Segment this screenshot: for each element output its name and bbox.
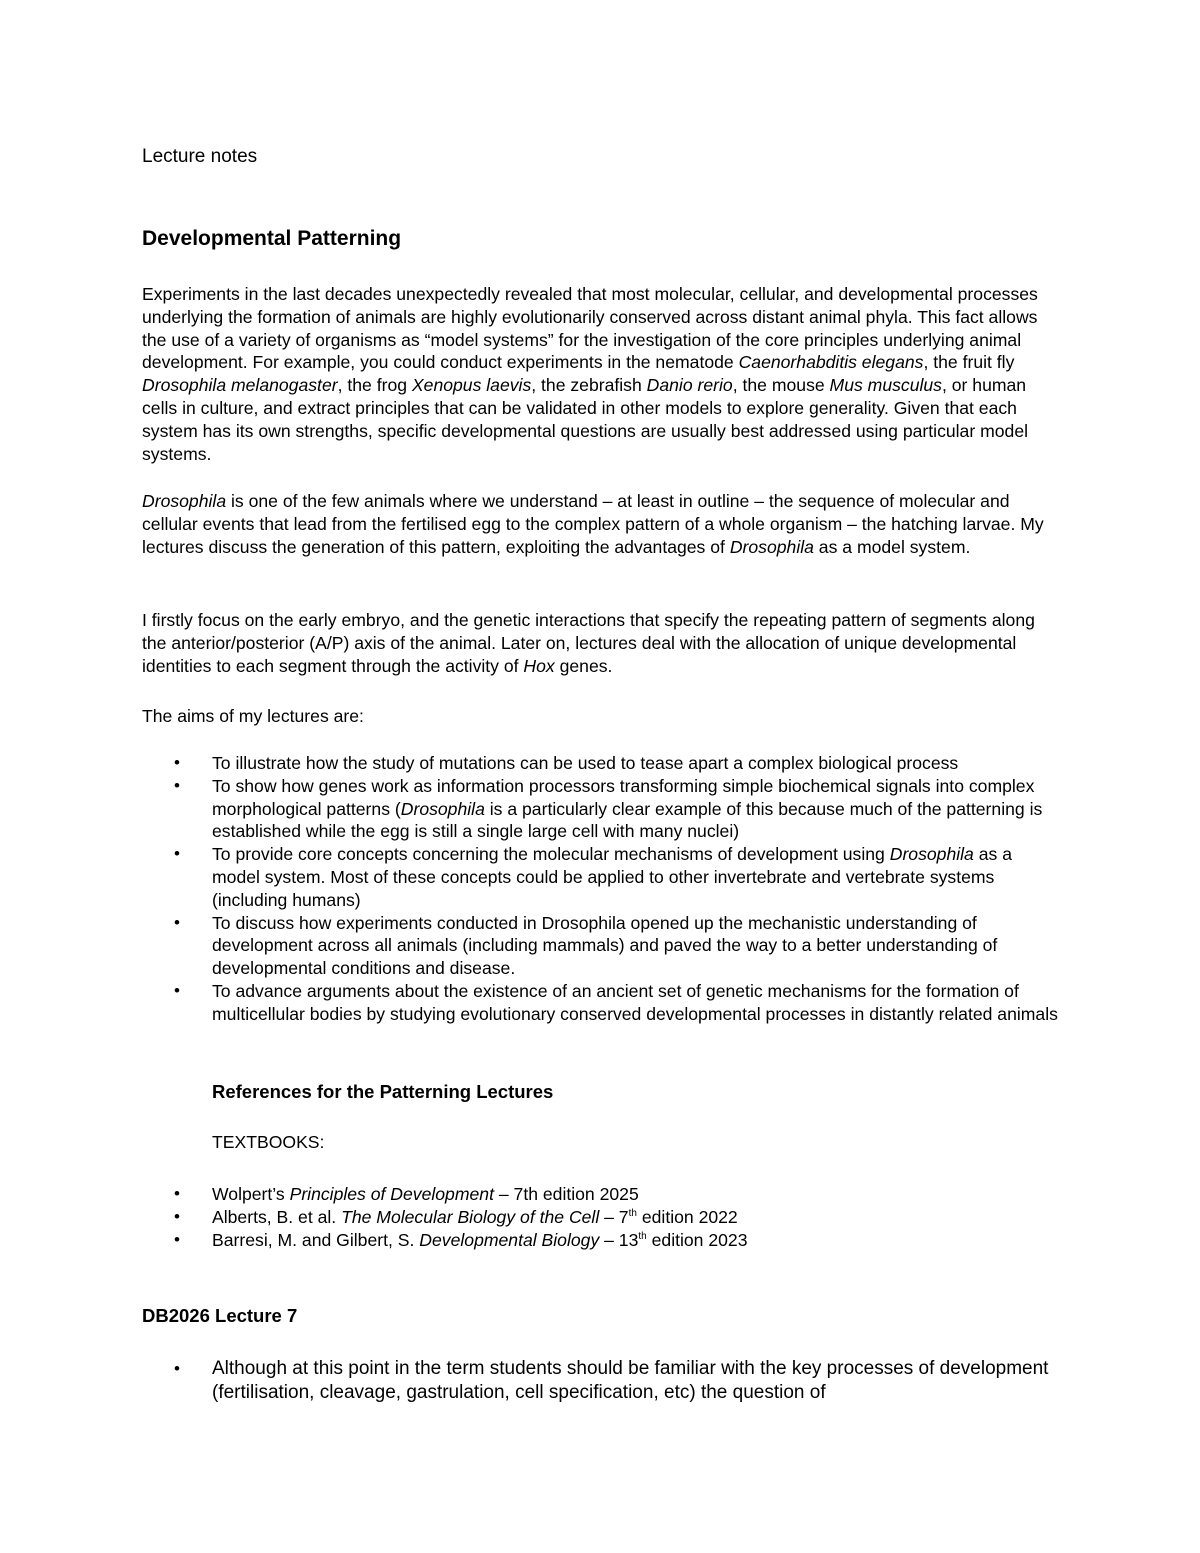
text-run: – 7 bbox=[599, 1206, 629, 1227]
italic-text: Drosophila bbox=[400, 798, 485, 819]
list-item bbox=[142, 1357, 1062, 1405]
text-run: – 13 bbox=[599, 1229, 639, 1250]
drosophila-paragraph bbox=[142, 490, 1062, 558]
italic-text: Drosophila melanogaster bbox=[142, 375, 338, 396]
italic-text: Danio rerio bbox=[646, 375, 733, 396]
italic-text: Developmental Biology bbox=[419, 1229, 600, 1250]
focus-paragraph bbox=[142, 609, 1062, 677]
text-run: , the frog bbox=[337, 375, 412, 396]
list-item bbox=[142, 1229, 1062, 1252]
aims-intro bbox=[142, 705, 1062, 728]
aims-list bbox=[142, 752, 1062, 1026]
italic-text: Drosophila bbox=[729, 536, 814, 557]
superscript: th bbox=[638, 1230, 647, 1242]
textbooks-label: TEXTBOOKS: bbox=[212, 1132, 325, 1152]
text-run: To show how genes work as information processors transforming simple biochemical signals into complex morphological patterns ( bbox=[212, 775, 1035, 819]
text-run: is a particularly clear example of this because much of the patterning is established while the egg is still a single large cell with many nuclei) bbox=[212, 798, 1043, 842]
text-run: The aims of my lectures are: bbox=[142, 706, 364, 726]
list-item bbox=[142, 843, 1062, 911]
italic-text: Mus musculus bbox=[829, 375, 942, 396]
document-label: Lecture notes bbox=[142, 146, 258, 167]
text-run: is one of the few animals where we understand – at least in outline – the sequence of molecular and cellular events that lead from the fertilised egg to the complex pattern of a whole organism – the hatching larvae. My lectures discuss the generation of this pattern, exploiting the advantages of bbox=[142, 491, 1044, 557]
list-item bbox=[142, 912, 1062, 980]
text-run: edition 2022 bbox=[636, 1206, 738, 1227]
text-run: Barresi, M. and Gilbert, S. bbox=[212, 1229, 420, 1250]
text-run: To provide core concepts concerning the molecular mechanisms of development using bbox=[212, 844, 890, 865]
list-item bbox=[142, 980, 1062, 1026]
italic-text: Drosophila bbox=[889, 844, 974, 865]
page-title: Developmental Patterning bbox=[142, 227, 402, 250]
text-run: To illustrate how the study of mutations can be used to tease apart a complex biological process bbox=[212, 753, 959, 773]
lecture-list bbox=[142, 1357, 1062, 1405]
text-run: as a model system. bbox=[813, 536, 971, 557]
text-run: genes. bbox=[554, 655, 613, 676]
text-run: To advance arguments about the existence of an ancient set of genetic mechanisms for the formation of multicellular bodies by studying evolutionary conserved developmental processes in distantly related animals bbox=[212, 980, 1058, 1024]
italic-text: Hox bbox=[523, 655, 555, 676]
italic-text: Caenorhabditis elegans bbox=[738, 352, 924, 373]
lecture-heading: DB2026 Lecture 7 bbox=[142, 1305, 298, 1326]
text-run: , or human cells in culture, and extract principles that can be validated in other models to explore generality. Given that each system has its own strengths, specific developmental questions are usually best addressed using particular model systems. bbox=[142, 375, 1029, 464]
text-run: edition 2023 bbox=[646, 1229, 748, 1250]
references-heading: References for the Patterning Lectures bbox=[212, 1081, 554, 1102]
text-run: , the fruit fly bbox=[923, 352, 1015, 373]
italic-text: The Molecular Biology of the Cell bbox=[341, 1206, 600, 1227]
text-run: I firstly focus on the early embryo, and the genetic interactions that specify the repeating pattern of segments along the anterior/posterior (A/P) axis of the animal. Later on, lectures deal with the allocation of unique developmental identities to each segment through the activity of bbox=[142, 610, 1035, 676]
text-run: Wolpert’s bbox=[212, 1184, 290, 1204]
list-item bbox=[142, 1183, 1062, 1206]
list-item bbox=[142, 752, 1062, 775]
text-run: Although at this point in the term students should be familiar with the key processes of development (fertilisation, cleavage, gastrulation, cell specification, etc) the question of bbox=[212, 1358, 1049, 1403]
text-run: To discuss how experiments conducted in Drosophila opened up the mechanistic understanding of development across all animals (including mammals) and paved the way to a better understanding of developmental conditions and disease. bbox=[212, 912, 998, 979]
list-item bbox=[142, 775, 1062, 843]
text-run: Alberts, B. et al. bbox=[212, 1206, 342, 1227]
italic-text: Principles of Development bbox=[289, 1184, 494, 1204]
text-run: , the mouse bbox=[732, 375, 830, 396]
italic-text: Drosophila bbox=[142, 491, 227, 511]
list-item bbox=[142, 1206, 1062, 1229]
superscript: th bbox=[628, 1207, 637, 1219]
text-run: Experiments in the last decades unexpectedly revealed that most molecular, cellular, and developmental processes underlying the formation of animals are highly evolutionarily conserved across distant animal phyla. This fact allows the use of a variety of organisms as “model systems” for the investigation of the core principles underlying animal development. For example, you could conduct experiments in the nematode bbox=[142, 284, 1038, 373]
text-run: – 7th edition 2025 bbox=[493, 1184, 639, 1204]
text-run: as a model system. Most of these concepts could be applied to other invertebrate and vertebrate systems (including humans) bbox=[212, 844, 1012, 910]
text-run: , the zebrafish bbox=[531, 375, 647, 396]
intro-paragraph bbox=[142, 283, 1062, 465]
italic-text: Xenopus laevis bbox=[411, 375, 532, 396]
textbook-list bbox=[142, 1183, 1062, 1251]
